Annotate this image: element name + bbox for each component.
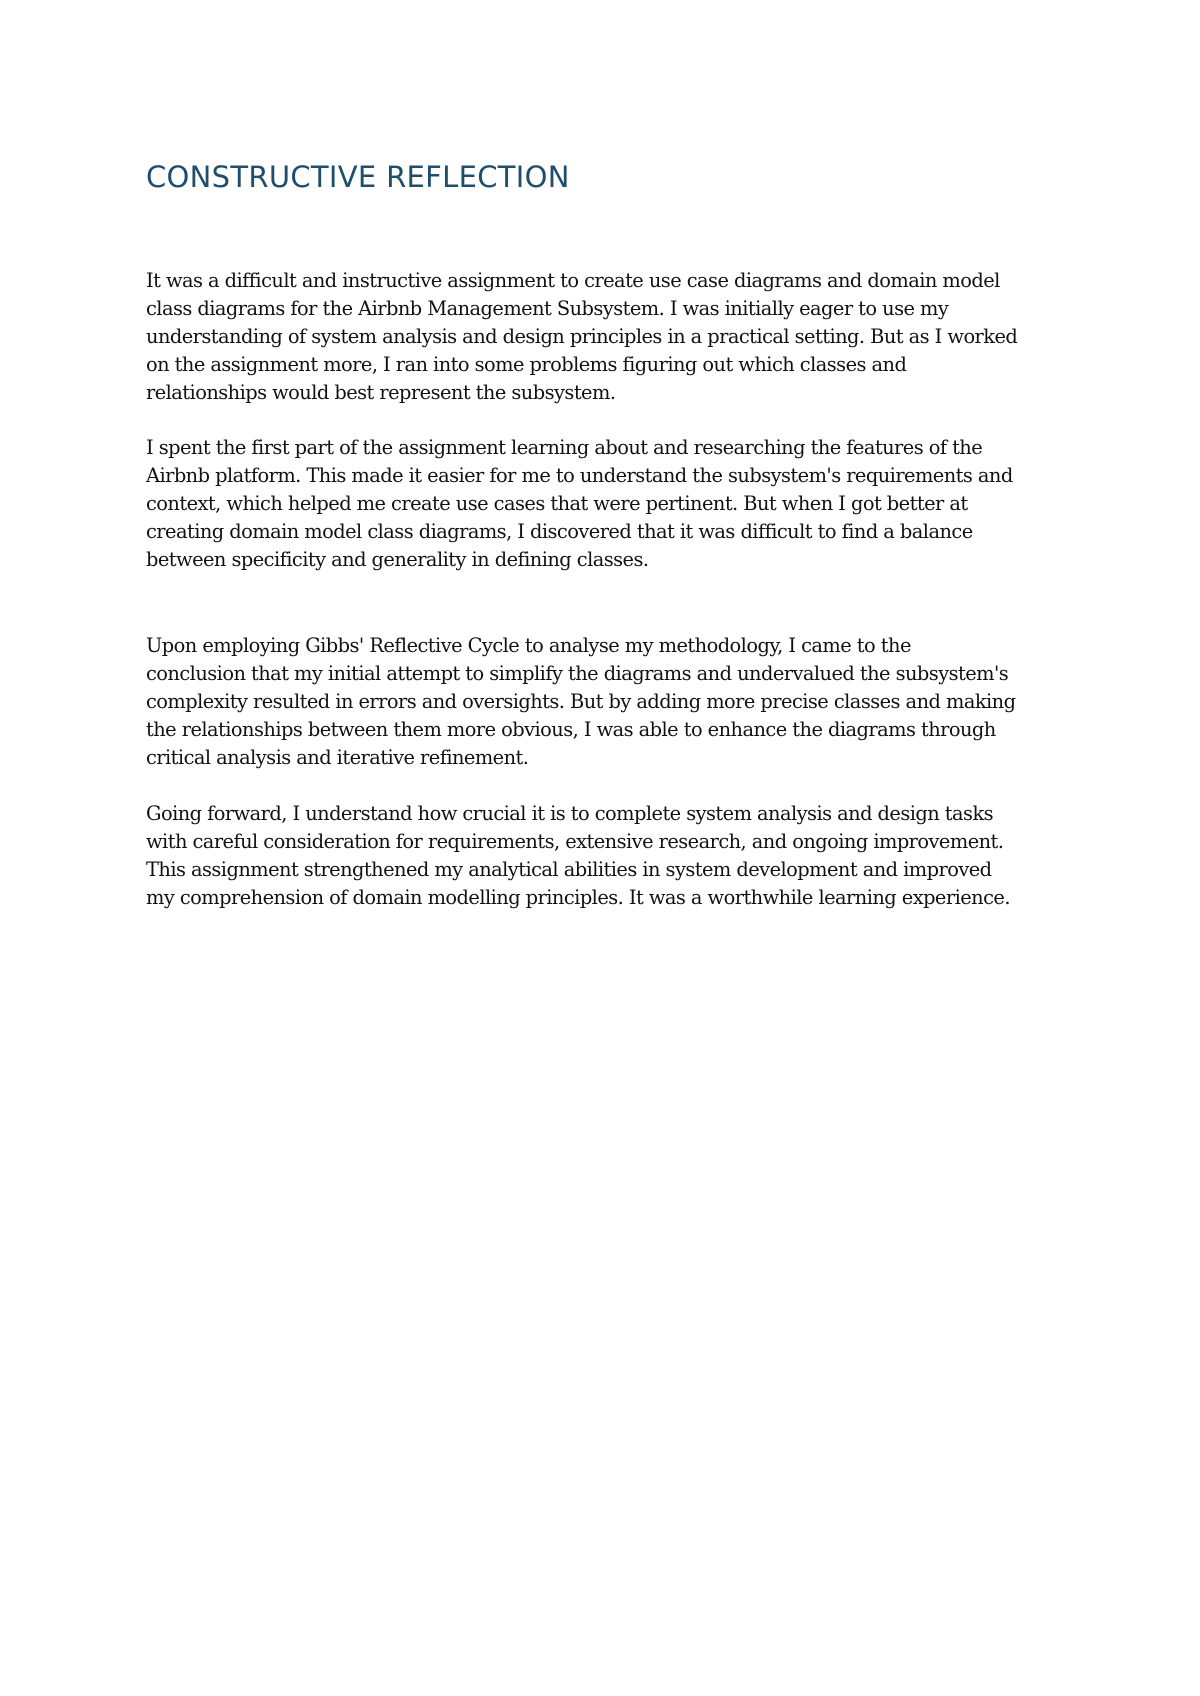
paragraph-line: context, which helped me create use cases that were pertinent. But when I got better at — [146, 492, 968, 515]
paragraph-line: It was a difficult and instructive assignment to create use case diagrams and domain model — [146, 269, 1000, 292]
paragraph-1 — [146, 267, 1066, 407]
paragraph-line: Going forward, I understand how crucial it is to complete system analysis and design tasks — [146, 802, 994, 825]
paragraph-line: This assignment strengthened my analytical abilities in system development and improved — [146, 858, 992, 881]
paragraph-line: on the assignment more, I ran into some problems figuring out which classes and — [146, 353, 907, 376]
paragraph-line: with careful consideration for requirements, extensive research, and ongoing improvement. — [146, 830, 1004, 853]
paragraph-line: the relationships between them more obvious, I was able to enhance the diagrams through — [146, 718, 996, 741]
paragraph-2 — [146, 434, 1066, 574]
paragraph-line: class diagrams for the Airbnb Management Subsystem. I was initially eager to use my — [146, 297, 949, 320]
paragraph-line: complexity resulted in errors and oversights. But by adding more precise classes and making — [146, 690, 1016, 713]
paragraph-line: between specificity and generality in defining classes. — [146, 548, 649, 571]
paragraph-line: critical analysis and iterative refinement. — [146, 746, 529, 769]
paragraph-3 — [146, 632, 1066, 772]
document-heading: CONSTRUCTIVE REFLECTION — [146, 160, 570, 194]
paragraph-line: conclusion that my initial attempt to simplify the diagrams and undervalued the subsystem's — [146, 662, 1009, 685]
paragraph-line: understanding of system analysis and design principles in a practical setting. But as I worked — [146, 325, 1018, 348]
paragraph-line: creating domain model class diagrams, I discovered that it was difficult to find a balance — [146, 520, 973, 543]
paragraph-line: my comprehension of domain modelling principles. It was a worthwhile learning experience. — [146, 886, 1010, 909]
paragraph-line: Airbnb platform. This made it easier for me to understand the subsystem's requirements and — [146, 464, 1013, 487]
paragraph-4 — [146, 800, 1066, 912]
paragraph-line: I spent the first part of the assignment learning about and researching the features of the — [146, 436, 983, 459]
paragraph-line: relationships would best represent the subsystem. — [146, 381, 616, 404]
paragraph-line: Upon employing Gibbs' Reflective Cycle to analyse my methodology, I came to the — [146, 634, 911, 657]
